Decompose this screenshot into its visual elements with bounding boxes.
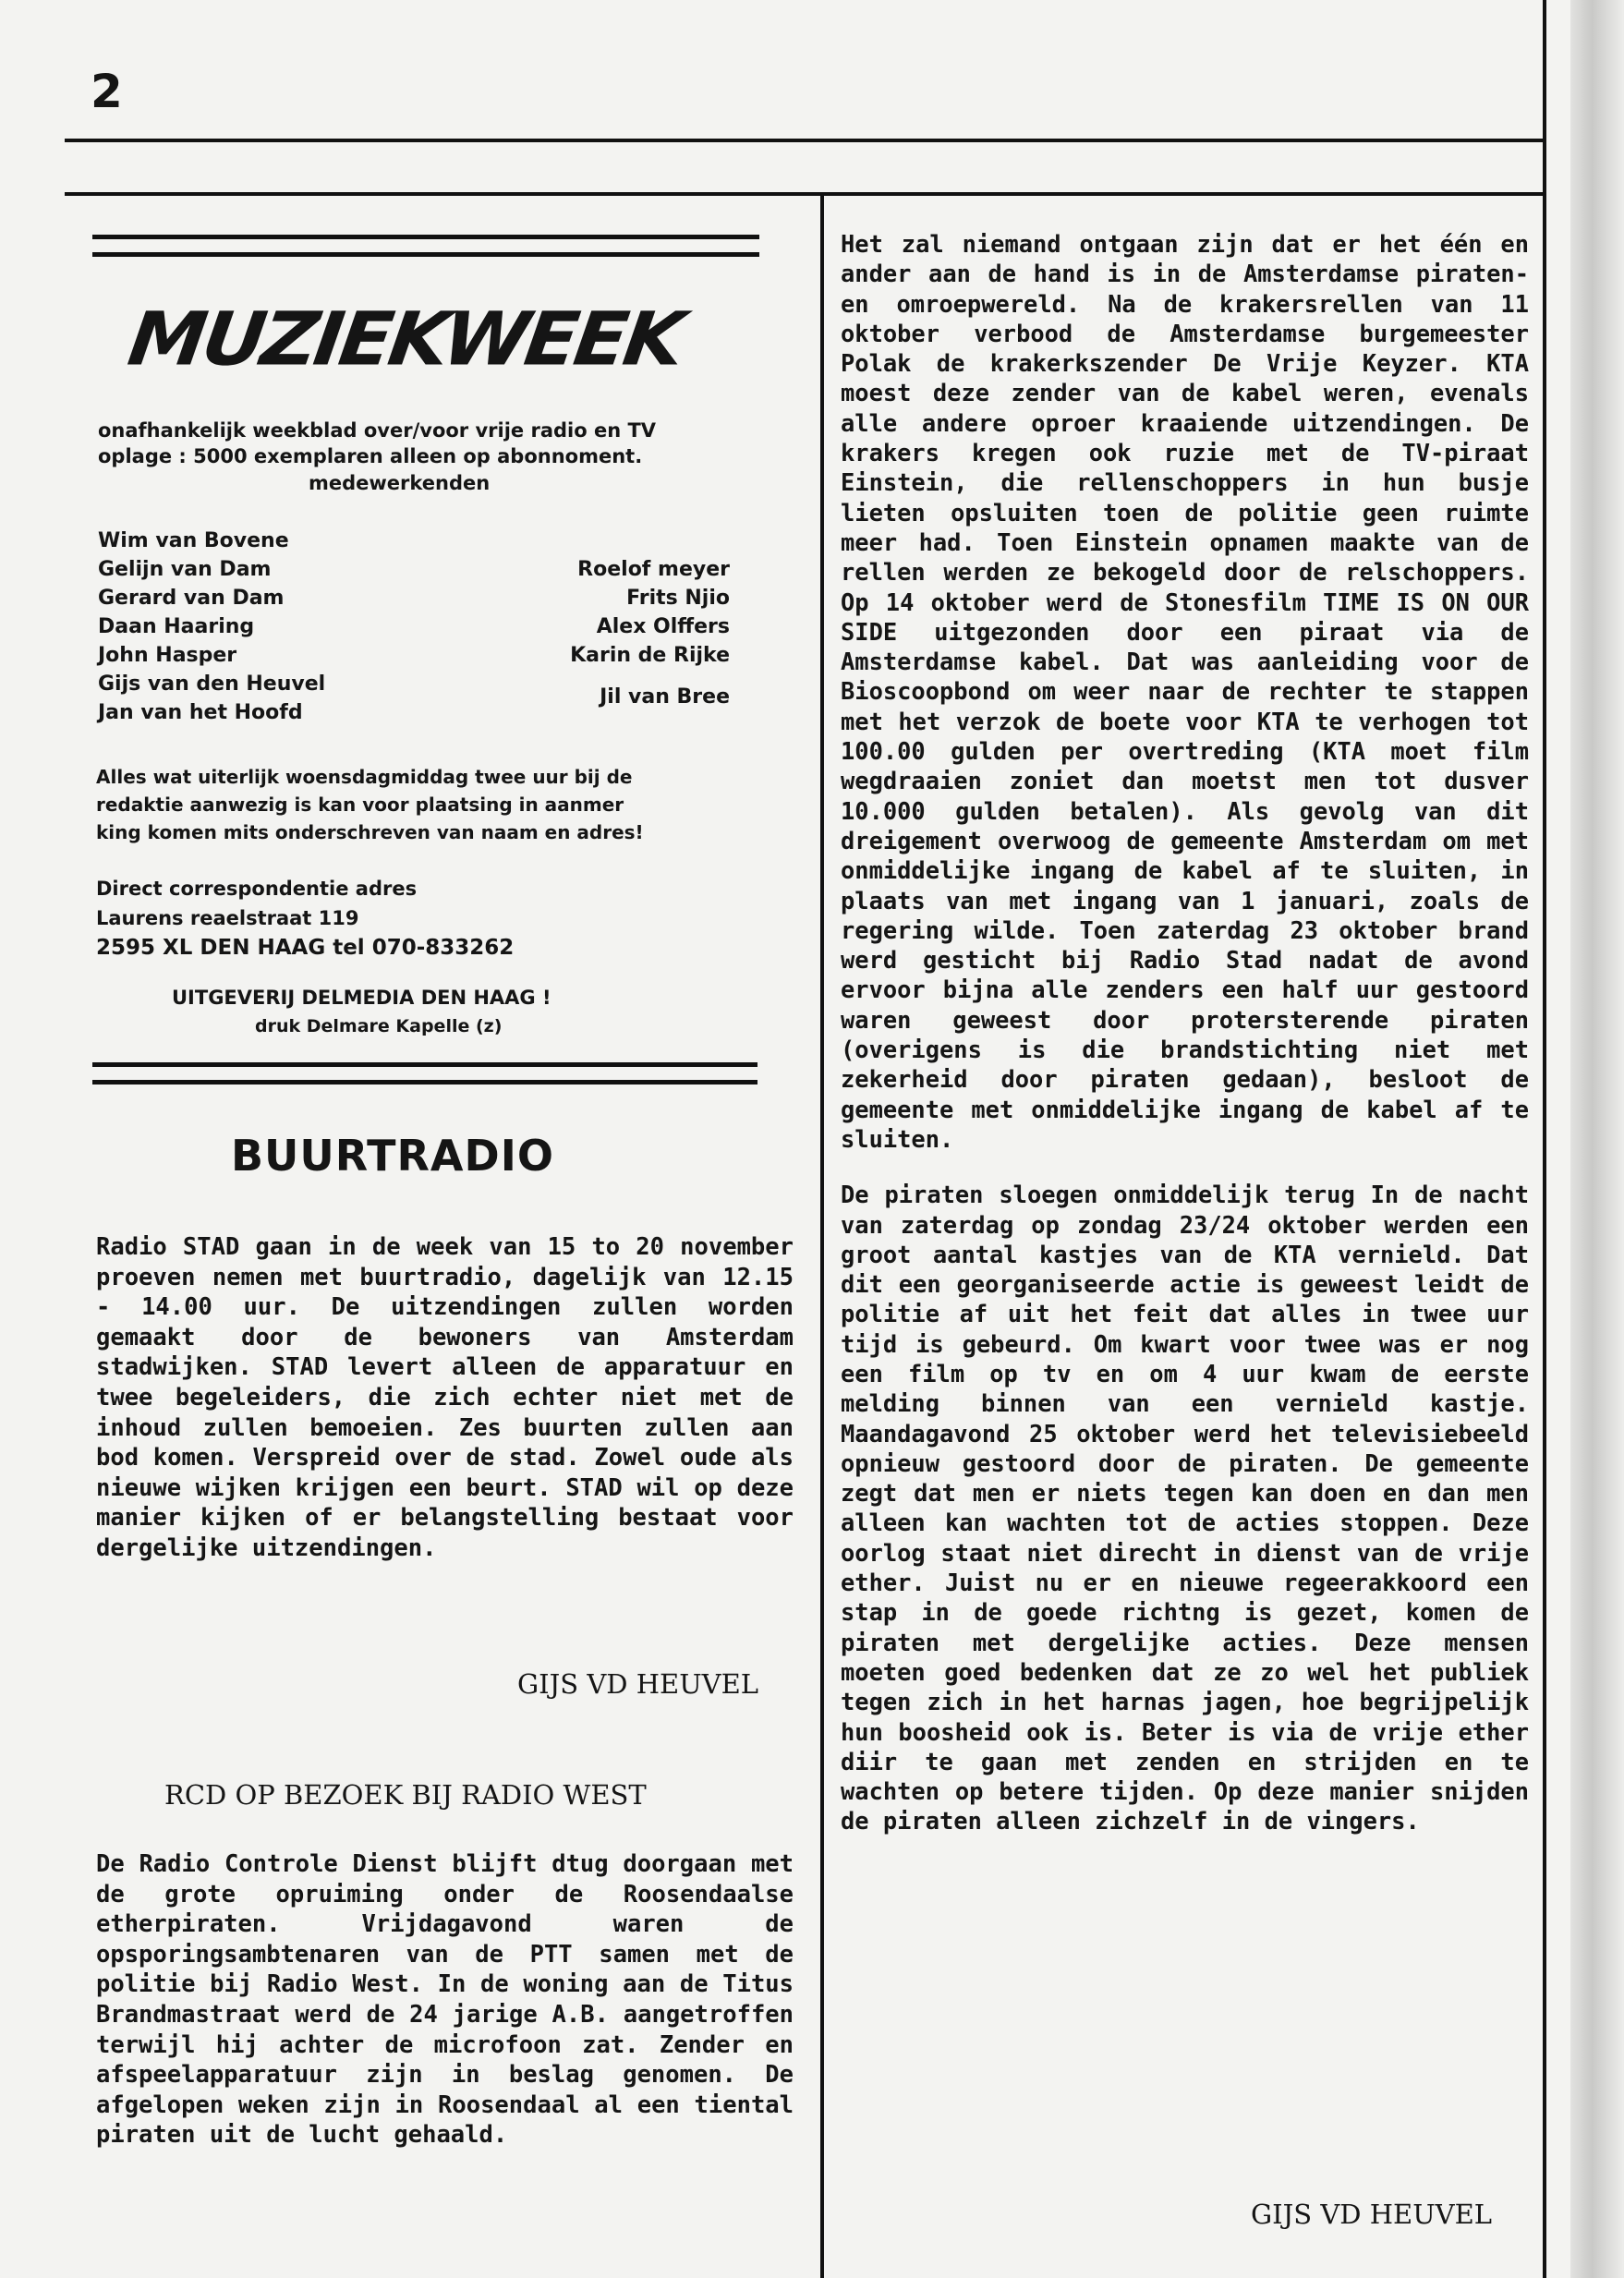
masthead-tagline: onafhankelijk weekblad over/voor vrije radio en TV [98,419,657,442]
staff-heading: medewerkenden [309,472,491,494]
submission-note: Alles wat uiterlijk woensdagmiddag twee uur bij de redaktie aanwezig is kan voor plaatsing in aanmer king komen mits onderschreven van naam en adres! [96,766,644,843]
printer: druk Delmare Kapelle (z) [255,1016,503,1036]
staff-list-left [98,527,325,727]
staff-member: Daan Haaring [98,615,255,638]
page-edge-shadow [1570,0,1624,2278]
article-title-buurtradio: BUURTRADIO [231,1131,554,1181]
masthead-bottom-rule [92,1062,757,1084]
staff-member: Jil van Bree [600,685,730,709]
masthead-logo [123,294,687,382]
page-number: 2 [91,65,123,118]
staff-member: Gelijn van Dam [98,558,272,581]
masthead-circulation: oplage : 5000 exemplaren alleen op abonnoment. [98,445,643,467]
header-rule [65,139,1545,142]
column-divider [820,192,824,2278]
staff-member: Frits Njio [626,587,730,610]
staff-member: Jan van het Hoofd [98,701,303,724]
article-body-rcd: De Radio Controle Dienst blijft dtug doorgaan met de grote opruiming onder de Roosendaalse etherpiraten. Vrijdagavond waren de opsporingsambtenaren van de PTT samen met de politie bij Radio West. In de woning aan de Titus Brandmastraat werd de 24 jarige A.B. aangetroffen terwijl hij achter de microfoon zat. Zender en afspeelapparatuur zijn in beslag genomen. De afgelopen weken zijn in Roosendaal al een tiental piraten uit de lucht gehaald. [96,1850,794,2150]
address-label: Direct correspondentie adres [96,878,418,900]
staff-member: John Hasper [98,644,237,667]
article-title-rcd: RCD OP BEZOEK BIJ RADIO WEST [164,1779,647,1811]
staff-list-right [517,555,730,711]
article-author-buurtradio: GIJS VD HEUVEL [517,1668,759,1700]
staff-member: Gerard van Dam [98,587,285,610]
masthead-top-rule [92,235,759,257]
staff-member: Karin de Rijke [570,644,730,667]
staff-member: Alex Olffers [596,615,730,638]
staff-member: Gijs van den Heuvel [98,672,326,696]
publisher: UITGEVERIJ DELMEDIA DEN HAAG ! [172,987,551,1009]
right-margin-rule [1543,0,1546,2278]
correspondence-address [96,874,514,963]
top-column-rule [65,192,1545,196]
address-city-phone: 2595 XL DEN HAAG tel 070-833262 [96,936,515,960]
article-body-buurtradio: Radio STAD gaan in de week van 15 to 20 november proeven nemen met buurtradio, dagelijk van 12.15 - 14.00 uur. De uitzendingen zullen worden gemaakt door de bewoners van Amsterdam stadwijken. STAD levert alleen de apparatuur en twee begeleiders, die zich echter niet met de inhoud zullen bemoeien. Zes buurten zullen aan bod komen. Verspreid over de stad. Zowel oude als nieuwe wijken krijgen een beurt. STAD wil op deze manier kijken of er belangstelling bestaat voor dergelijke uitzendingen. [96,1233,794,1562]
article-amsterdam [841,229,1529,1862]
article-author-amsterdam: GIJS VD HEUVEL [1251,2199,1493,2230]
staff-member: Wim van Bovene [98,529,289,552]
article-amsterdam-paragraph-2: De piraten sloegen onmiddelijk terug In de nacht van zaterdag op zondag 23/24 oktober werden een groot aantal kastjes van de KTA vernield. Dat dit een georganiseerde actie is geweest leidt de politie af uit het feit dat alles in twee uur tijd is gebeurd. Om kwart voor twee was er nog een film op tv en om 4 uur kwam de eerste melding binnen van een vernield kastje. Maandagavond 25 oktober werd het televisiebeeld opnieuw gestoord door de piraten. De gemeente zegt dat men er niets tegen kan doen en dan men alleen kan wachten tot de acties stoppen. Deze oorlog staat niet direcht in dienst van de vrije ether. Juist nu er en nieuwe regeerakkoord een stap in de goede richtng is gezet, komen de piraten met dergelijke acties. Deze mensen moeten goed bedenken dat ze zo wel het publiek tegen zich in het harnas jagen, hoe begrijpelijk hun boosheid ook is. Beter is via de vrije ether diir te gaan met zenden en strijden en te wachten op betere tijden. Op deze manier snijden de piraten alleen zichzelf in de vingers. [841,1181,1529,1836]
staff-member: Roelof meyer [577,558,730,581]
address-street: Laurens reaelstraat 119 [96,907,359,929]
masthead-title: MUZIEKWEEK [123,296,687,382]
article-amsterdam-paragraph-1: Het zal niemand ontgaan zijn dat er het één en ander aan de hand is in de Amsterdamse piraten- en omroepwereld. Na de krakersrellen van 11 oktober verbood de Amsterdamse burgemeester Polak de krakerkszender De Vrije Keyzer. KTA moest deze zender van de kabel weren, evenals alle andere oproer kraaiende uitzendingen. De krakers kregen ook ruzie met de TV-piraat Einstein, die rellenschoppers in hun busje lieten opsluiten toen de politie geen ruimte meer had. Toen Einstein opnamen maakte van de rellen werden ze bekogeld door de relschoppers. Op 14 oktober werd de Stonesfilm TIME IS ON OUR SIDE uitgezonden door een piraat via de Amsterdamse kabel. Dat was aanleiding voor de Bioscoopbond om weer naar de rechter te stappen met het verzok de boete voor KTA te verhogen tot 100.00 gulden per overtreding (KTA moet film wegdraaien zoniet dan moetst men tot dusver 10.000 gulden betalen). Als gevolg van dit dreigement overwoog de gemeente Amsterdam om met onmiddelijke ingang de kabel af te sluiten, in plaats van met ingang van 1 januari, zoals de regering wilde. Toen zaterdag 23 oktober brand werd gesticht bij Radio Stad nadat de avond ervoor bijna alle zenders een half uur gestoord waren geweest door protersterende piraten (overigens is die brandstichting niet met zekerheid door piraten gedaan), besloot de gemeente met onmiddelijke ingang de kabel af te sluiten. [841,230,1529,1153]
